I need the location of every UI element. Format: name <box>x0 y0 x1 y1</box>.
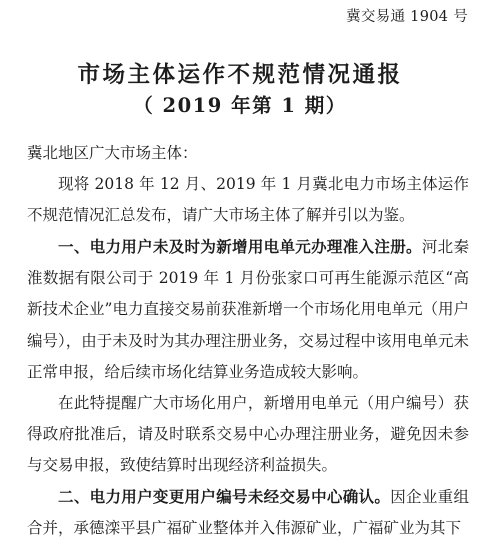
section-2-paragraph <box>27 481 469 544</box>
section-1-reminder: 在此特提醒广大市场化用户，新增用电单元（用户编号）获得政府批准后，请及时联系交易中心办理注册业务，避免因未参与交易申报，致使结算时出现经济利益损失。 <box>27 393 469 474</box>
document-body <box>27 138 469 544</box>
salutation: 冀北地区广大市场主体： <box>27 144 198 162</box>
document-title: 市场主体运作不规范情况通报 <box>77 62 403 88</box>
document-number: 冀交易通 1904 号 <box>346 9 468 25</box>
section-2-body: 因企业重组合并，承德滦平县广福矿业整体并入伟源矿业，广福矿业为其下 <box>27 488 469 538</box>
section-1-paragraph <box>27 231 469 387</box>
section-2-heading: 二、电力用户变更用户编号未经交易中心确认。 <box>58 487 391 507</box>
intro-paragraph: 现将 2018 年 12 月、2019 年 1 月冀北电力市场主体运作不规范情况汇总发布，请广大市场主体了解并引以为鉴。 <box>27 175 469 225</box>
section-1-body: 河北秦淮数据有限公司于 2019 年 1 月份张家口可再生能源示范区“高新技术企业”电力直接交易前获准新增一个市场化用电单元（用户编号），由于未及时为其办理注册业务，交易过程中该用电单元未正常申报，给后续市场化结算业务造成较大影响。 <box>27 238 469 381</box>
document-subtitle: （ 2019 年第 1 期） <box>133 94 347 117</box>
section-1-heading: 一、电力用户未及时为新增用电单元办理准入注册。 <box>58 237 422 257</box>
